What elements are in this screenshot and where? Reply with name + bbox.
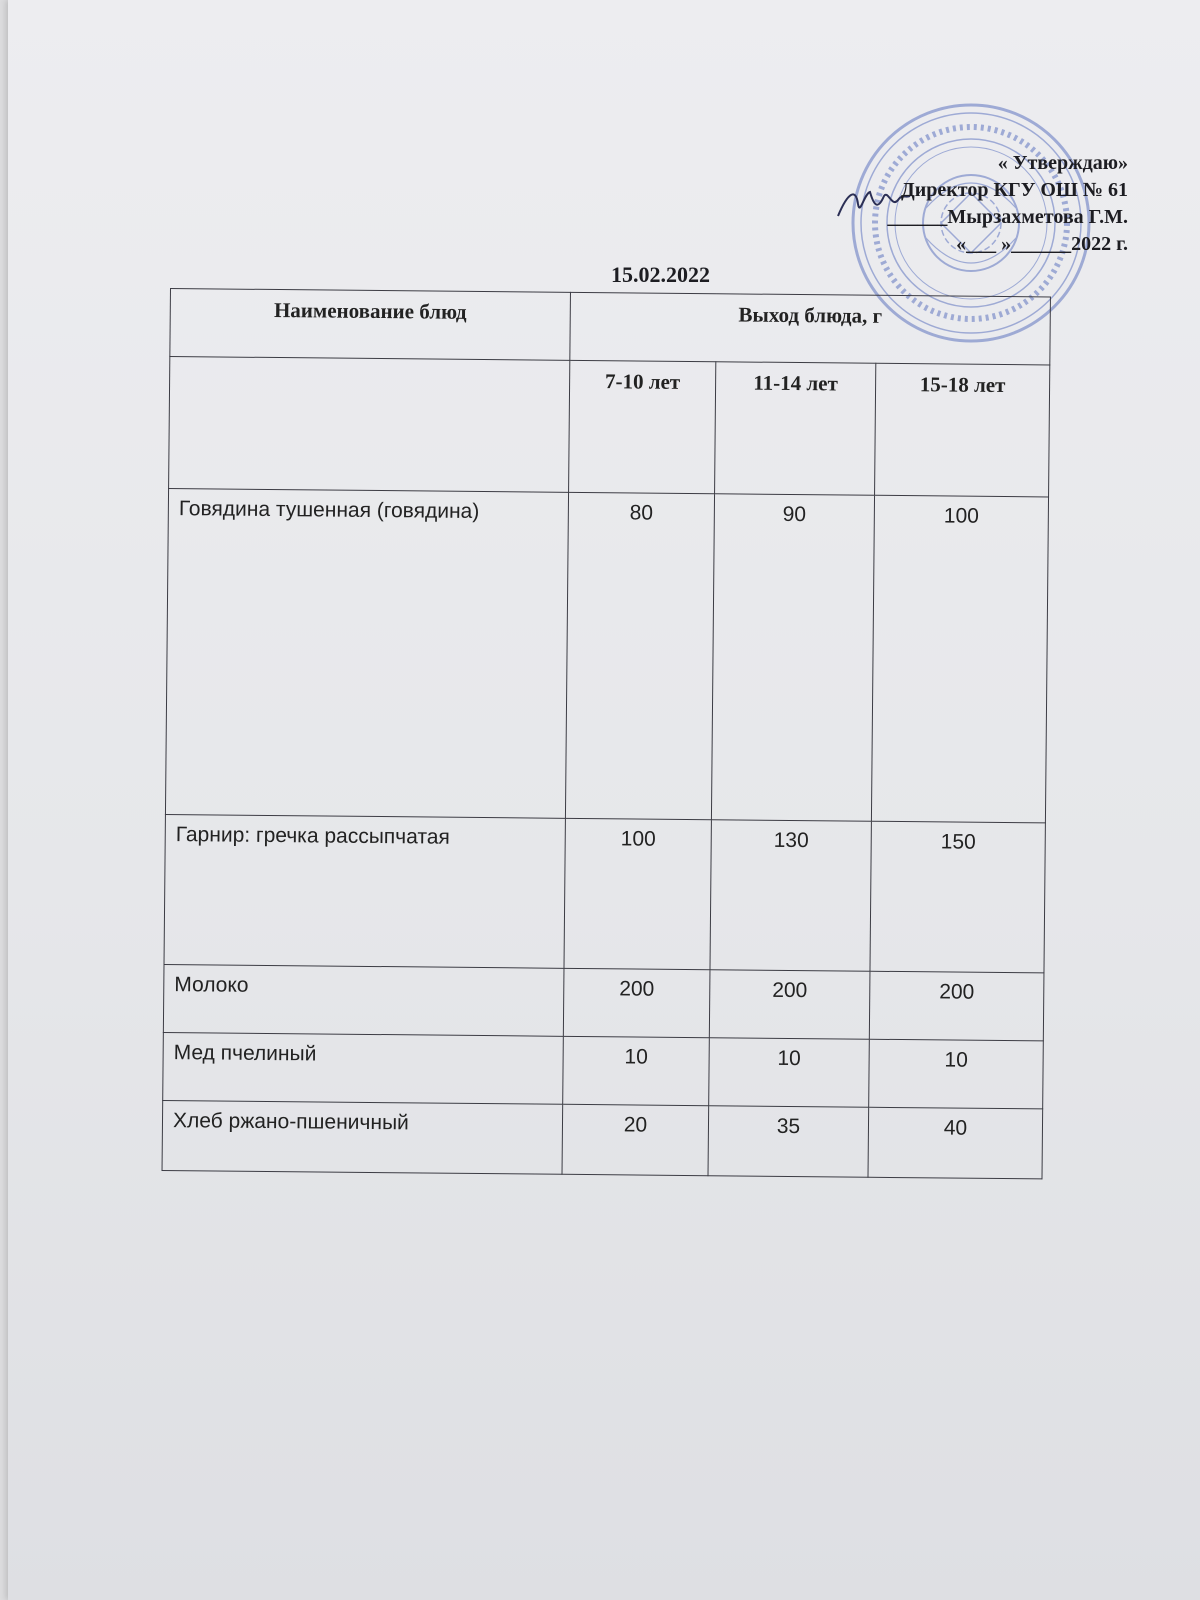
dish-value: 90 (711, 494, 874, 822)
dish-value: 10 (709, 1038, 870, 1108)
age-group: 11-14 лет (715, 362, 876, 496)
approval-block (887, 150, 1128, 258)
dish-value: 100 (871, 495, 1048, 823)
dish-value: 20 (562, 1104, 709, 1175)
approval-title: « Утверждаю» (997, 152, 1128, 174)
table-row (163, 1032, 1044, 1108)
table-row (163, 964, 1044, 1040)
dish-name: Хлеб ржано-пшеничный (162, 1100, 563, 1174)
dish-value: 150 (870, 821, 1045, 973)
approval-date-line: «___ »______2022 г. (956, 233, 1128, 255)
dish-name: Мед пчелиный (163, 1032, 564, 1104)
dish-value: 200 (563, 968, 710, 1037)
header-output: Выход блюда, г (570, 292, 1051, 365)
document-page (8, 0, 1200, 1600)
dish-value: 10 (869, 1039, 1044, 1109)
approval-signatory: ______Мырзахметова Г.М. (887, 206, 1128, 228)
dish-value: 10 (563, 1036, 710, 1105)
age-group: 15-18 лет (875, 363, 1050, 497)
dish-name: Гарнир: гречка рассыпчатая (164, 814, 565, 968)
header-dish-name: Наименование блюд (170, 289, 571, 361)
dish-value: 80 (565, 492, 714, 819)
table-row (162, 1100, 1043, 1178)
age-row-empty-cell (169, 357, 570, 493)
menu-date: 15.02.2022 (611, 262, 710, 287)
menu-table (162, 288, 1051, 1179)
dish-value: 100 (564, 818, 711, 969)
dish-value: 35 (708, 1106, 869, 1178)
dish-value: 40 (868, 1107, 1043, 1179)
approval-position: Директор КГУ ОШ № 61 (900, 179, 1128, 201)
dish-value: 130 (710, 820, 871, 972)
table-header-row (170, 289, 1051, 365)
age-group: 7-10 лет (569, 360, 716, 493)
table-row (164, 814, 1045, 972)
dish-name: Говядина тушенная (говядина) (165, 488, 568, 818)
dish-value: 200 (869, 971, 1044, 1041)
table-age-row (169, 357, 1050, 497)
dish-name: Молоко (163, 964, 564, 1036)
table-row (165, 488, 1048, 822)
dish-value: 200 (709, 970, 870, 1040)
